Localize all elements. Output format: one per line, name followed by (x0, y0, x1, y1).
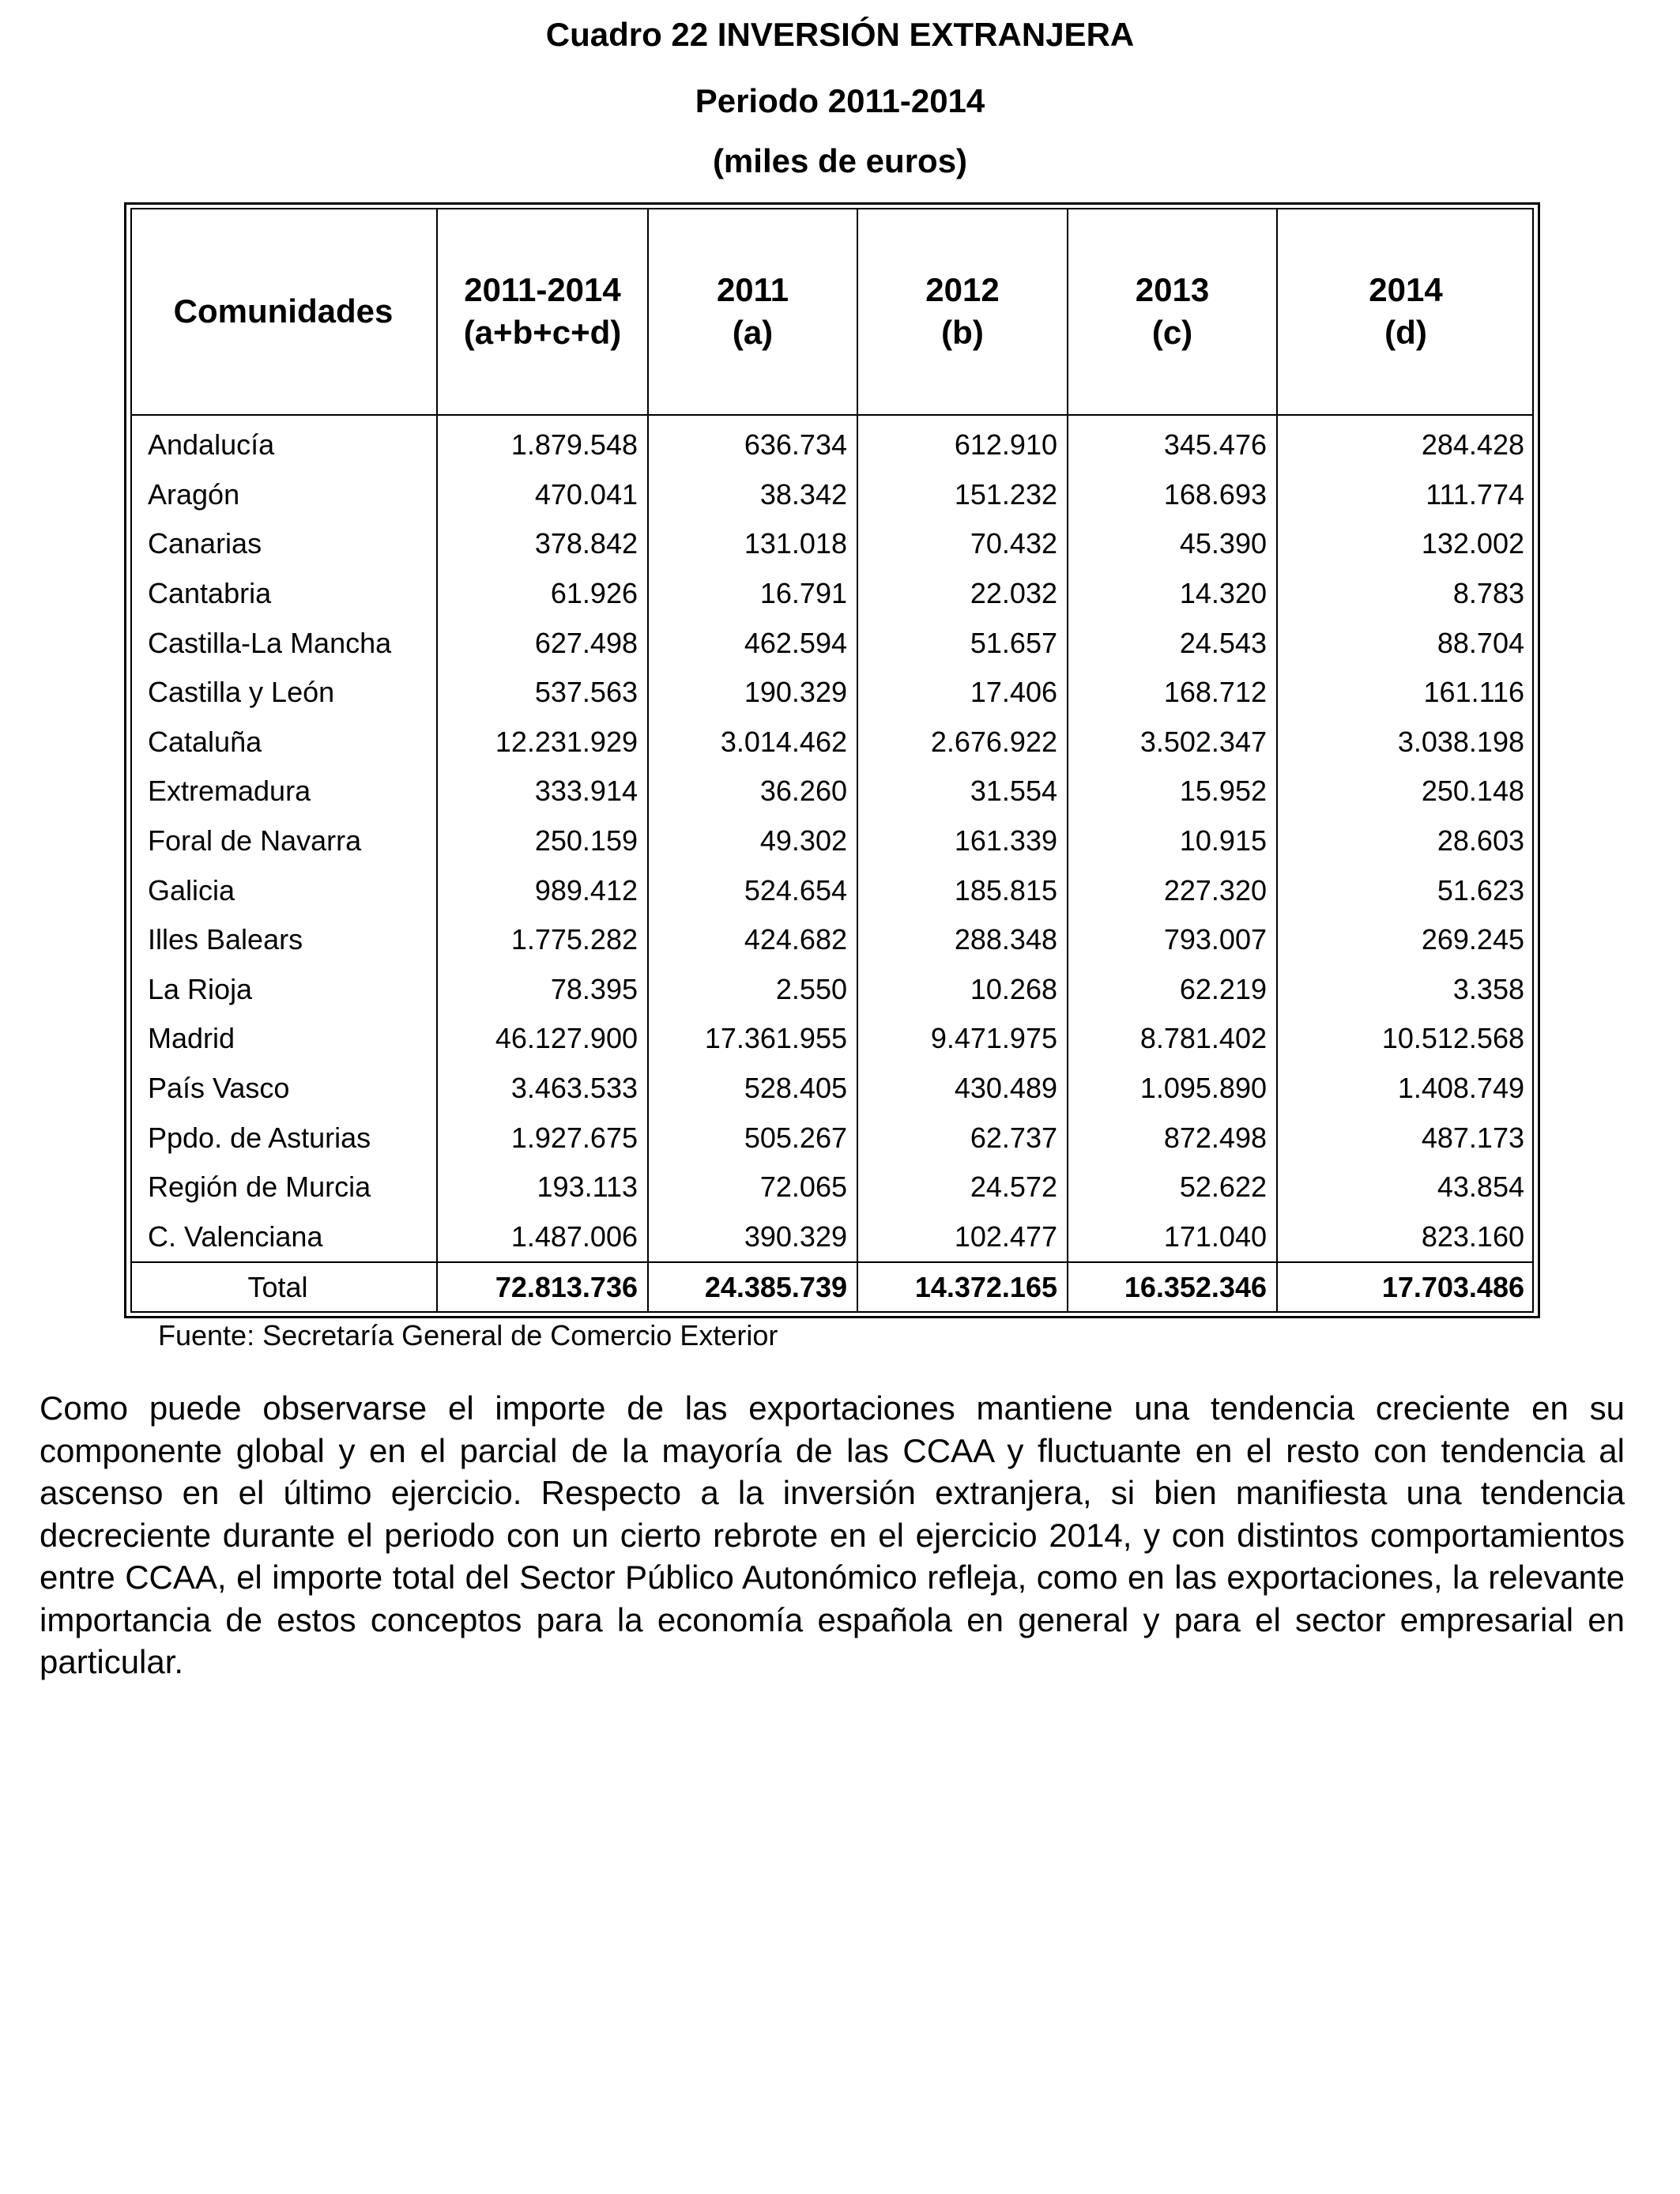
value-cell: 1.775.282 (437, 915, 648, 965)
value-cell: 424.682 (648, 915, 857, 965)
value-cell: 62.737 (857, 1113, 1068, 1163)
table-row (130, 1163, 1534, 1212)
table-total-row (130, 1262, 1534, 1312)
value-cell: 38.342 (648, 470, 857, 520)
value-cell: 390.329 (648, 1212, 857, 1263)
region-name-cell: Castilla y León (148, 676, 335, 709)
region-name-cell: Cataluña (148, 725, 262, 758)
table-row (130, 415, 1534, 470)
value-cell: 1.879.548 (437, 415, 648, 470)
value-cell: 17.361.955 (648, 1014, 857, 1064)
value-cell: 193.113 (437, 1163, 648, 1212)
value-cell: 793.007 (1068, 915, 1277, 965)
table-row (130, 865, 1534, 915)
header-comunidades: Comunidades (130, 208, 437, 415)
value-cell: 168.712 (1068, 668, 1277, 718)
value-cell: 16.791 (648, 569, 857, 619)
table-row (130, 1064, 1534, 1114)
value-cell: 17.406 (857, 668, 1068, 718)
table-row (130, 519, 1534, 569)
total-cell: 24.385.739 (648, 1262, 857, 1312)
value-cell: 1.408.749 (1277, 1064, 1534, 1114)
value-cell: 62.219 (1068, 965, 1277, 1015)
value-cell: 52.622 (1068, 1163, 1277, 1212)
header-2014: 2014 (d) (1277, 208, 1534, 415)
value-cell: 8.781.402 (1068, 1014, 1277, 1064)
value-cell: 45.390 (1068, 519, 1277, 569)
value-cell: 24.572 (857, 1163, 1068, 1212)
value-cell: 430.489 (857, 1064, 1068, 1114)
region-name-cell: C. Valenciana (148, 1220, 323, 1253)
value-cell: 2.676.922 (857, 718, 1068, 767)
region-name-cell: Foral de Navarra (148, 824, 362, 858)
value-cell: 111.774 (1277, 470, 1534, 520)
value-cell: 132.002 (1277, 519, 1534, 569)
value-cell: 70.432 (857, 519, 1068, 569)
total-cell: 17.703.486 (1277, 1262, 1534, 1312)
table-row (130, 915, 1534, 965)
value-cell: 487.173 (1277, 1113, 1534, 1163)
total-cell: 14.372.165 (857, 1262, 1068, 1312)
region-name-cell: Extremadura (148, 775, 311, 808)
value-cell: 872.498 (1068, 1113, 1277, 1163)
value-cell: 823.160 (1277, 1212, 1534, 1263)
value-cell: 10.915 (1068, 816, 1277, 866)
value-cell: 269.245 (1277, 915, 1534, 965)
value-cell: 1.487.006 (437, 1212, 648, 1263)
value-cell: 2.550 (648, 965, 857, 1015)
table-row (130, 816, 1534, 866)
value-cell: 102.477 (857, 1212, 1068, 1263)
value-cell: 470.041 (437, 470, 648, 520)
value-cell: 49.302 (648, 816, 857, 866)
value-cell: 190.329 (648, 668, 857, 718)
value-cell: 250.159 (437, 816, 648, 866)
value-cell: 3.014.462 (648, 718, 857, 767)
header-2011: 2011 (a) (648, 208, 857, 415)
value-cell: 28.603 (1277, 816, 1534, 866)
value-cell: 151.232 (857, 470, 1068, 520)
value-cell: 88.704 (1277, 618, 1534, 668)
value-cell: 78.395 (437, 965, 648, 1015)
total-label: Total (130, 1262, 437, 1312)
value-cell: 3.038.198 (1277, 718, 1534, 767)
region-name-cell: Cantabria (148, 577, 272, 610)
value-cell: 131.018 (648, 519, 857, 569)
value-cell: 3.502.347 (1068, 718, 1277, 767)
value-cell: 636.734 (648, 415, 857, 470)
region-name-cell: Ppdo. de Asturias (148, 1121, 371, 1154)
value-cell: 31.554 (857, 767, 1068, 816)
value-cell: 8.783 (1277, 569, 1534, 619)
table-row (130, 767, 1534, 816)
value-cell: 46.127.900 (437, 1014, 648, 1064)
table-row (130, 718, 1534, 767)
value-cell: 10.512.568 (1277, 1014, 1534, 1064)
region-name-cell: Aragón (148, 477, 240, 511)
value-cell: 288.348 (857, 915, 1068, 965)
table-header-row (130, 208, 1534, 415)
region-name-cell: País Vasco (148, 1072, 290, 1105)
value-cell: 333.914 (437, 767, 648, 816)
region-name-cell: Canarias (148, 527, 262, 560)
value-cell: 345.476 (1068, 415, 1277, 470)
value-cell: 61.926 (437, 569, 648, 619)
value-cell: 15.952 (1068, 767, 1277, 816)
value-cell: 24.543 (1068, 618, 1277, 668)
value-cell: 10.268 (857, 965, 1068, 1015)
value-cell: 537.563 (437, 668, 648, 718)
table-row (130, 1014, 1534, 1064)
value-cell: 168.693 (1068, 470, 1277, 520)
table-row (130, 569, 1534, 619)
header-2012: 2012 (b) (857, 208, 1068, 415)
value-cell: 43.854 (1277, 1163, 1534, 1212)
value-cell: 227.320 (1068, 865, 1277, 915)
value-cell: 378.842 (437, 519, 648, 569)
value-cell: 14.320 (1068, 569, 1277, 619)
value-cell: 3.358 (1277, 965, 1534, 1015)
value-cell: 1.927.675 (437, 1113, 648, 1163)
table-row (130, 965, 1534, 1015)
table-row (130, 470, 1534, 520)
value-cell: 51.623 (1277, 865, 1534, 915)
value-cell: 185.815 (857, 865, 1068, 915)
value-cell: 51.657 (857, 618, 1068, 668)
header-2013: 2013 (c) (1068, 208, 1277, 415)
region-name-cell: Madrid (148, 1022, 235, 1055)
table-row (130, 1113, 1534, 1163)
header-2011-2014: 2011-2014 (a+b+c+d) (437, 208, 648, 415)
total-cell: 16.352.346 (1068, 1262, 1277, 1312)
value-cell: 250.148 (1277, 767, 1534, 816)
region-name-cell: Galicia (148, 873, 235, 907)
region-name-cell: La Rioja (148, 972, 253, 1005)
region-name-cell: Región de Murcia (148, 1171, 371, 1204)
title-line-1: Cuadro 22 INVERSIÓN EXTRANJERA (545, 16, 1135, 53)
source-note: Fuente: Secretaría General de Comercio Exterior (158, 1319, 778, 1351)
value-cell: 989.412 (437, 865, 648, 915)
region-name-cell: Castilla-La Mancha (148, 626, 392, 659)
value-cell: 462.594 (648, 618, 857, 668)
title-line-2: Periodo 2011-2014 (695, 82, 985, 119)
table-row (130, 618, 1534, 668)
value-cell: 505.267 (648, 1113, 857, 1163)
region-name-cell: Andalucía (148, 428, 275, 462)
value-cell: 9.471.975 (857, 1014, 1068, 1064)
total-cell: 72.813.736 (437, 1262, 648, 1312)
value-cell: 3.463.533 (437, 1064, 648, 1114)
value-cell: 161.339 (857, 816, 1068, 866)
value-cell: 12.231.929 (437, 718, 648, 767)
value-cell: 72.065 (648, 1163, 857, 1212)
value-cell: 161.116 (1277, 668, 1534, 718)
value-cell: 284.428 (1277, 415, 1534, 470)
value-cell: 36.260 (648, 767, 857, 816)
table-row (130, 668, 1534, 718)
value-cell: 1.095.890 (1068, 1064, 1277, 1114)
value-cell: 528.405 (648, 1064, 857, 1114)
region-name-cell: Illes Balears (148, 923, 303, 956)
value-cell: 171.040 (1068, 1212, 1277, 1263)
investment-table (130, 208, 1534, 1312)
value-cell: 612.910 (857, 415, 1068, 470)
value-cell: 627.498 (437, 618, 648, 668)
title-line-3: (miles de euros) (712, 142, 968, 179)
value-cell: 22.032 (857, 569, 1068, 619)
body-paragraph: Como puede observarse el importe de las exportaciones mantiene una tendencia creciente en su componente global y en el parcial de la mayoría de las CCAA y fluctuante en el resto con tendencia al ascenso en el último ejercicio. Respecto a la inversión extranjera, si bien manifiesta una tendencia decreciente durante el periodo con un cierto rebrote en el ejercicio 2014, y con distintos comportamientos entre CCAA, el importe total del Sector Público Autonómico refleja, como en las exportaciones, la relevante importancia de estos conceptos para la economía española en general y para el sector empresarial en particular. (40, 1389, 1625, 1680)
value-cell: 524.654 (648, 865, 857, 915)
table-row (130, 1212, 1534, 1263)
